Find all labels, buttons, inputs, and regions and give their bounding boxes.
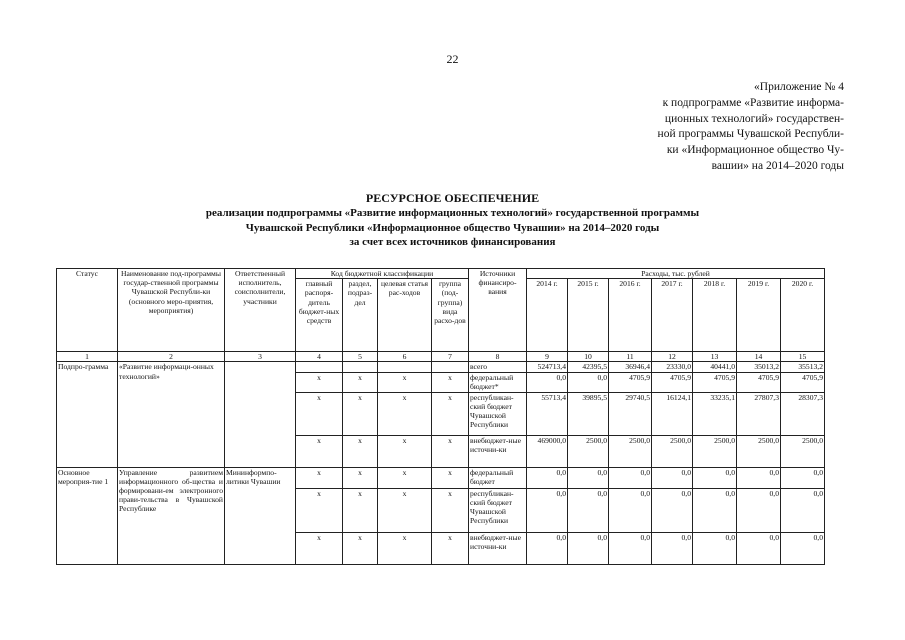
- value-cell: 469000,0: [527, 435, 568, 467]
- code-cell: х: [296, 372, 343, 392]
- value-cell: 0,0: [568, 532, 609, 564]
- value-cell: 0,0: [527, 488, 568, 532]
- title-main: РЕСУРСНОЕ ОБЕСПЕЧЕНИЕ: [365, 191, 540, 205]
- code-cell: х: [343, 532, 378, 564]
- group-executor: [225, 362, 296, 467]
- code-cell: х: [296, 392, 343, 435]
- value-cell: 0,0: [737, 467, 781, 488]
- column-number: 2: [118, 352, 225, 362]
- value-cell: 2500,0: [781, 435, 825, 467]
- value-cell: 40441,0: [693, 362, 737, 372]
- value-cell: 0,0: [527, 467, 568, 488]
- header-year: 2017 г.: [652, 279, 693, 352]
- column-number: 6: [378, 352, 432, 362]
- value-cell: 23330,0: [652, 362, 693, 372]
- appendix-line: к подпрограмме «Развитие информа-: [662, 96, 844, 109]
- column-number: 14: [737, 352, 781, 362]
- code-cell: х: [378, 435, 432, 467]
- header-expenses: Расходы, тыс. рублей: [527, 269, 825, 279]
- column-number: 11: [609, 352, 652, 362]
- code-cell: х: [343, 392, 378, 435]
- value-cell: 4705,9: [781, 372, 825, 392]
- header-source: Источники финансиро-вания: [469, 269, 527, 352]
- column-numbers-row: [57, 352, 825, 362]
- value-cell: 0,0: [693, 532, 737, 564]
- code-cell: х: [378, 532, 432, 564]
- code-cell: [432, 362, 469, 372]
- value-cell: 0,0: [527, 372, 568, 392]
- code-cell: х: [296, 435, 343, 467]
- value-cell: 4705,9: [609, 372, 652, 392]
- code-cell: х: [296, 532, 343, 564]
- column-number: 12: [652, 352, 693, 362]
- column-number: 4: [296, 352, 343, 362]
- code-cell: х: [378, 488, 432, 532]
- value-cell: 4705,9: [737, 372, 781, 392]
- value-cell: 0,0: [609, 467, 652, 488]
- column-number: 10: [568, 352, 609, 362]
- value-cell: 0,0: [609, 532, 652, 564]
- value-cell: 0,0: [652, 532, 693, 564]
- header-code-col: раздел, подраз-дел: [343, 279, 378, 352]
- code-cell: х: [432, 372, 469, 392]
- group-status: Подпро-грамма: [57, 362, 118, 467]
- table-row: [57, 467, 825, 488]
- value-cell: 39895,5: [568, 392, 609, 435]
- appendix-line: ционных технологий» государствен-: [664, 112, 844, 125]
- value-cell: 0,0: [527, 532, 568, 564]
- value-cell: 2500,0: [737, 435, 781, 467]
- value-cell: 0,0: [568, 372, 609, 392]
- header-code-col: главный распоря-дитель бюджет-ных средств: [296, 279, 343, 352]
- header-executor: Ответственный исполнитель, соисполнители, участники: [225, 269, 296, 352]
- title-line: за счет всех источников финансирования: [349, 236, 556, 248]
- value-cell: 0,0: [693, 467, 737, 488]
- value-cell: 0,0: [737, 488, 781, 532]
- value-cell: 0,0: [781, 488, 825, 532]
- header-name: Наименование под-программы государ-ственной программы Чувашской Республи-ки (основного меро-приятия, мероприятия): [118, 269, 225, 352]
- appendix-note: [594, 80, 844, 175]
- code-cell: х: [432, 435, 469, 467]
- column-number: 3: [225, 352, 296, 362]
- value-cell: 2500,0: [568, 435, 609, 467]
- code-cell: х: [343, 488, 378, 532]
- code-cell: [343, 362, 378, 372]
- value-cell: 35513,2: [781, 362, 825, 372]
- value-cell: 0,0: [609, 488, 652, 532]
- document-title: [0, 190, 905, 250]
- code-cell: х: [432, 467, 469, 488]
- column-number: 15: [781, 352, 825, 362]
- appendix-line: «Приложение № 4: [754, 81, 844, 93]
- value-cell: 36946,4: [609, 362, 652, 372]
- header-year: 2015 г.: [568, 279, 609, 352]
- appendix-line: ной программы Чувашской Республи-: [657, 128, 844, 141]
- table-row: [57, 362, 825, 372]
- code-cell: х: [378, 392, 432, 435]
- column-number: 1: [57, 352, 118, 362]
- header-status: Статус: [57, 269, 118, 352]
- value-cell: 0,0: [652, 467, 693, 488]
- value-cell: 0,0: [693, 488, 737, 532]
- value-cell: 28307,3: [781, 392, 825, 435]
- value-cell: 0,0: [568, 488, 609, 532]
- code-cell: х: [432, 392, 469, 435]
- code-cell: [378, 362, 432, 372]
- header-year: 2014 г.: [527, 279, 568, 352]
- value-cell: 27807,3: [737, 392, 781, 435]
- value-cell: 29740,5: [609, 392, 652, 435]
- page-number: 22: [446, 52, 459, 66]
- value-cell: 0,0: [737, 532, 781, 564]
- value-cell: 2500,0: [652, 435, 693, 467]
- header-budget-code: Код бюджетной классификации: [296, 269, 469, 279]
- value-cell: 55713,4: [527, 392, 568, 435]
- header-year: 2018 г.: [693, 279, 737, 352]
- group-status: Основное мероприя-тие 1: [57, 467, 118, 564]
- code-cell: х: [343, 435, 378, 467]
- value-cell: 0,0: [781, 467, 825, 488]
- code-cell: х: [343, 467, 378, 488]
- value-cell: 4705,9: [652, 372, 693, 392]
- source-cell: внебюджет-ные источни-ки: [469, 435, 527, 467]
- column-number: 7: [432, 352, 469, 362]
- column-number: 8: [469, 352, 527, 362]
- column-number: 13: [693, 352, 737, 362]
- value-cell: 524713,4: [527, 362, 568, 372]
- value-cell: 2500,0: [693, 435, 737, 467]
- resource-table: [56, 268, 825, 565]
- title-line: Чувашской Республики «Информационное общество Чувашии» на 2014–2020 годы: [245, 221, 660, 234]
- group-name: Управление развитием информационного об-щества и формировани-ем электронного прави-тельства в Чувашской Республике: [118, 467, 225, 564]
- header-year: 2019 г.: [737, 279, 781, 352]
- title-line: реализации подпрограммы «Развитие информационных технологий» государственной программы: [205, 207, 700, 219]
- value-cell: 33235,1: [693, 392, 737, 435]
- code-cell: [296, 362, 343, 372]
- source-cell: всего: [469, 362, 527, 372]
- column-number: 5: [343, 352, 378, 362]
- code-cell: х: [432, 488, 469, 532]
- source-cell: федеральный бюджет*: [469, 372, 527, 392]
- source-cell: федеральный бюджет: [469, 467, 527, 488]
- header-year: 2020 г.: [781, 279, 825, 352]
- code-cell: х: [343, 372, 378, 392]
- appendix-line: ки «Информационное общество Чу-: [666, 144, 844, 157]
- source-cell: республикан-ский бюджет Чувашской Республики: [469, 392, 527, 435]
- value-cell: 0,0: [781, 532, 825, 564]
- group-executor: Мининформпо-литики Чувашии: [225, 467, 296, 564]
- code-cell: х: [378, 372, 432, 392]
- source-cell: внебюджет-ные источни-ки: [469, 532, 527, 564]
- value-cell: 0,0: [652, 488, 693, 532]
- value-cell: 16124,1: [652, 392, 693, 435]
- value-cell: 2500,0: [609, 435, 652, 467]
- column-number: 9: [527, 352, 568, 362]
- value-cell: 0,0: [568, 467, 609, 488]
- value-cell: 35013,2: [737, 362, 781, 372]
- header-code-col: целевая статья рас-ходов: [378, 279, 432, 352]
- code-cell: х: [378, 467, 432, 488]
- code-cell: х: [432, 532, 469, 564]
- appendix-line: вашии» на 2014–2020 годы: [711, 159, 844, 172]
- code-cell: х: [296, 467, 343, 488]
- header-year: 2016 г.: [609, 279, 652, 352]
- value-cell: 42395,5: [568, 362, 609, 372]
- header-code-col: группа (под-группа) вида расхо-дов: [432, 279, 469, 352]
- source-cell: республикан-ский бюджет Чувашской Республики: [469, 488, 527, 532]
- value-cell: 4705,9: [693, 372, 737, 392]
- group-name: «Развитие информаци-онных технологий»: [118, 362, 225, 467]
- code-cell: х: [296, 488, 343, 532]
